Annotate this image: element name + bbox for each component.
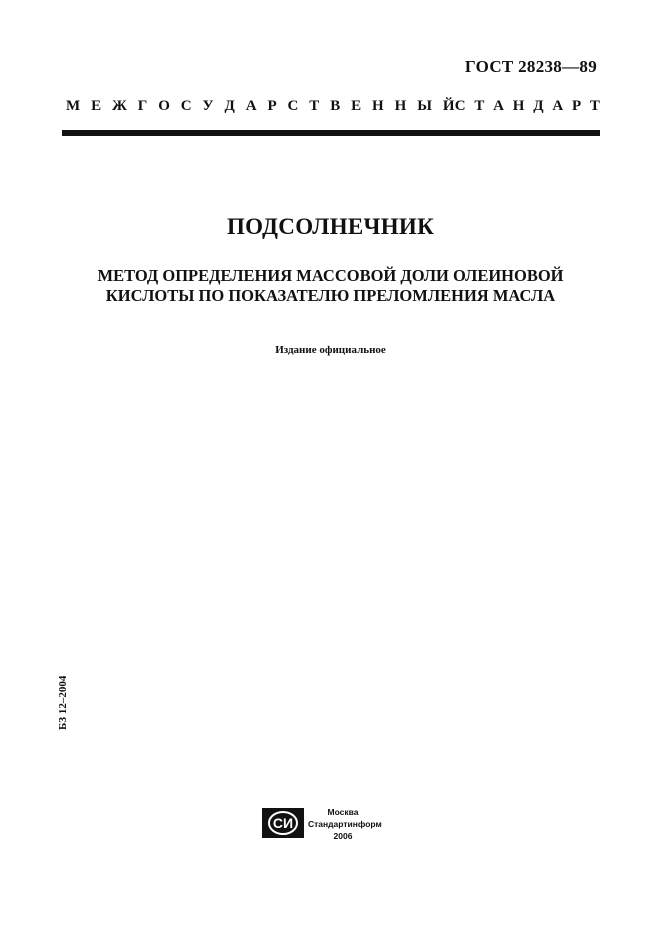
category-letter: Ж (112, 98, 127, 114)
category-letter: Г (137, 98, 148, 114)
category-letter: А (493, 98, 504, 114)
logo-letters: СИ (272, 815, 294, 831)
subtitle-line-2: КИСЛОТЫ ПО ПОКАЗАТЕЛЮ ПРЕЛОМЛЕНИЯ МАСЛА (105, 286, 556, 305)
edition-label: Издание официальное (275, 344, 386, 356)
category-letter: Т (474, 98, 485, 114)
publisher-name: Стандартинформ (308, 819, 382, 829)
category-letter: С (454, 98, 466, 114)
category-letter: А (245, 98, 257, 114)
category-letter: Й (442, 98, 455, 114)
standard-category (66, 98, 600, 115)
category-letter: Н (394, 98, 407, 114)
header-rule (62, 130, 600, 136)
category-letter: М (66, 98, 81, 114)
category-letter: Р (571, 98, 582, 114)
subtitle-line-1: МЕТОД ОПРЕДЕЛЕНИЯ МАССОВОЙ ДОЛИ ОЛЕИНОВОЙ (97, 266, 564, 285)
category-letter: А (552, 98, 564, 114)
category-letter: С (287, 98, 299, 114)
category-letter: Т (309, 98, 320, 114)
standartinform-logo-icon (262, 808, 304, 838)
category-letter: Н (512, 98, 525, 114)
publisher-block (308, 806, 382, 842)
category-letter: Д (224, 98, 235, 114)
category-letter: В (330, 98, 341, 114)
publisher-city: Москва (327, 807, 359, 817)
category-letter: С (180, 98, 192, 114)
category-letter: Н (372, 98, 384, 114)
category-letter: О (158, 98, 170, 114)
category-letter: Т (589, 98, 600, 114)
side-code: БЗ 12–2004 (57, 675, 69, 730)
category-letter: Ы (417, 98, 432, 114)
category-word-standard (455, 98, 600, 115)
category-letter: Е (91, 98, 102, 114)
publisher-year: 2006 (333, 831, 353, 841)
category-letter: Д (533, 98, 544, 114)
category-letter: Р (267, 98, 277, 114)
category-word-interstate (66, 98, 455, 115)
category-letter: У (202, 98, 214, 114)
gost-number: ГОСТ 28238—89 (464, 57, 597, 76)
category-letter: Е (351, 98, 362, 114)
document-subtitle (0, 266, 661, 306)
document-title: ПОДСОЛНЕЧНИК (226, 214, 435, 239)
